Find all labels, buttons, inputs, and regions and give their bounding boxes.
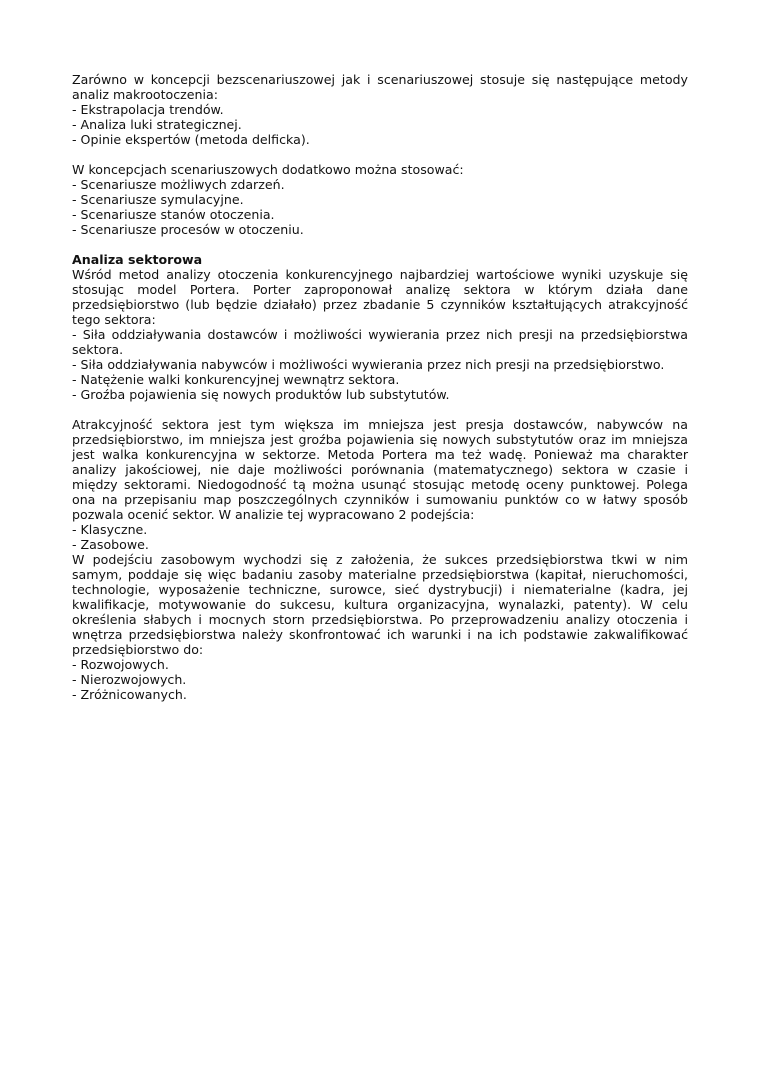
intro-paragraph: Zarówno w koncepcji bezscenariuszowej jak i scenariuszowej stosuje się następujące metody analiz makrootoczenia:: [72, 72, 688, 102]
macro-methods-list: [72, 102, 688, 147]
list-item: - Natężenie walki konkurencyjnej wewnątrz sektora.: [72, 372, 400, 387]
section-heading: Analiza sektorowa: [72, 252, 203, 267]
list-item: - Scenariusze stanów otoczenia.: [72, 207, 275, 222]
paragraph-gap: [72, 402, 688, 417]
list-item: - Siła oddziaływania nabywców i możliwości wywierania przez nich presji na przedsiębiorstwo.: [72, 357, 665, 372]
scenario-paragraph: W koncepcjach scenariuszowych dodatkowo można stosować:: [72, 162, 464, 177]
list-item: - Scenariusze procesów w otoczeniu.: [72, 222, 304, 237]
list-item: - Klasyczne.: [72, 522, 148, 537]
porter-factors-list: [72, 327, 688, 402]
list-item: - Opinie ekspertów (metoda delficka).: [72, 132, 310, 147]
classification-list: [72, 657, 688, 702]
list-item: - Rozwojowych.: [72, 657, 169, 672]
approaches-list: [72, 522, 688, 552]
list-item: - Scenariusze możliwych zdarzeń.: [72, 177, 285, 192]
attractiveness-paragraph: Atrakcyjność sektora jest tym większa im mniejsza jest presja dostawców, nabywców na przedsiębiorstwo, im mniejsza jest groźba pojawienia się nowych substytutów oraz im mniejsza jest walka konkurencyjna w sektorze. Metoda Portera ma też wadę. Ponieważ ma charakter analizy jakościowej, nie daje możliwości porównania (matematycznego) sektora w czasie i między sektorami. Niedogodność tą można usunąć stosując metodę oceny punktowej. Polega ona na przepisaniu map poszczególnych czynników i sumowaniu punktów co w łatwy sposób pozwala ocenić sektor. W analizie tej wypracowano 2 podejścia:: [72, 417, 688, 522]
list-item: - Groźba pojawienia się nowych produktów lub substytutów.: [72, 387, 450, 402]
resource-paragraph: W podejściu zasobowym wychodzi się z założenia, że sukces przedsiębiorstwa tkwi w nim samym, poddaje się więc badaniu zasoby materialne przedsiębiorstwa (kapitał, nieruchomości, technologie, wyposażenie techniczne, surowce, sieć dystrybucji) i niematerialne (kadra, jej kwalifikacje, motywowanie do sukcesu, kultura organizacyjna, wynalazki, patenty). W celu określenia słabych i mocnych storn przedsiębiorstwa. Po przeprowadzeniu analizy otoczenia i wnętrza przedsiębiorstwa należy skonfrontować ich warunki i na ich podstawie zakwalifikować przedsiębiorstwo do:: [72, 552, 688, 657]
list-item: - Siła oddziaływania dostawców i możliwości wywierania przez nich presji na przedsiębiorstwa sektora.: [72, 327, 688, 357]
list-item: - Nierozwojowych.: [72, 672, 187, 687]
paragraph-gap: [72, 147, 688, 162]
list-item: - Ekstrapolacja trendów.: [72, 102, 224, 117]
list-item: - Scenariusze symulacyjne.: [72, 192, 244, 207]
list-item: - Zróżnicowanych.: [72, 687, 187, 702]
scenario-methods-list: [72, 177, 688, 237]
sector-paragraph: Wśród metod analizy otoczenia konkurencyjnego najbardziej wartościowe wyniki uzyskuje się stosując model Portera. Porter zaproponował analizę sektora w którym działa dane przedsiębiorstwo (lub będzie działało) przez zbadanie 5 czynników kształtujących atrakcyjność tego sektora:: [72, 267, 688, 327]
list-item: - Analiza luki strategicznej.: [72, 117, 242, 132]
list-item: - Zasobowe.: [72, 537, 149, 552]
document-page: [72, 72, 688, 702]
paragraph-gap: [72, 237, 688, 252]
